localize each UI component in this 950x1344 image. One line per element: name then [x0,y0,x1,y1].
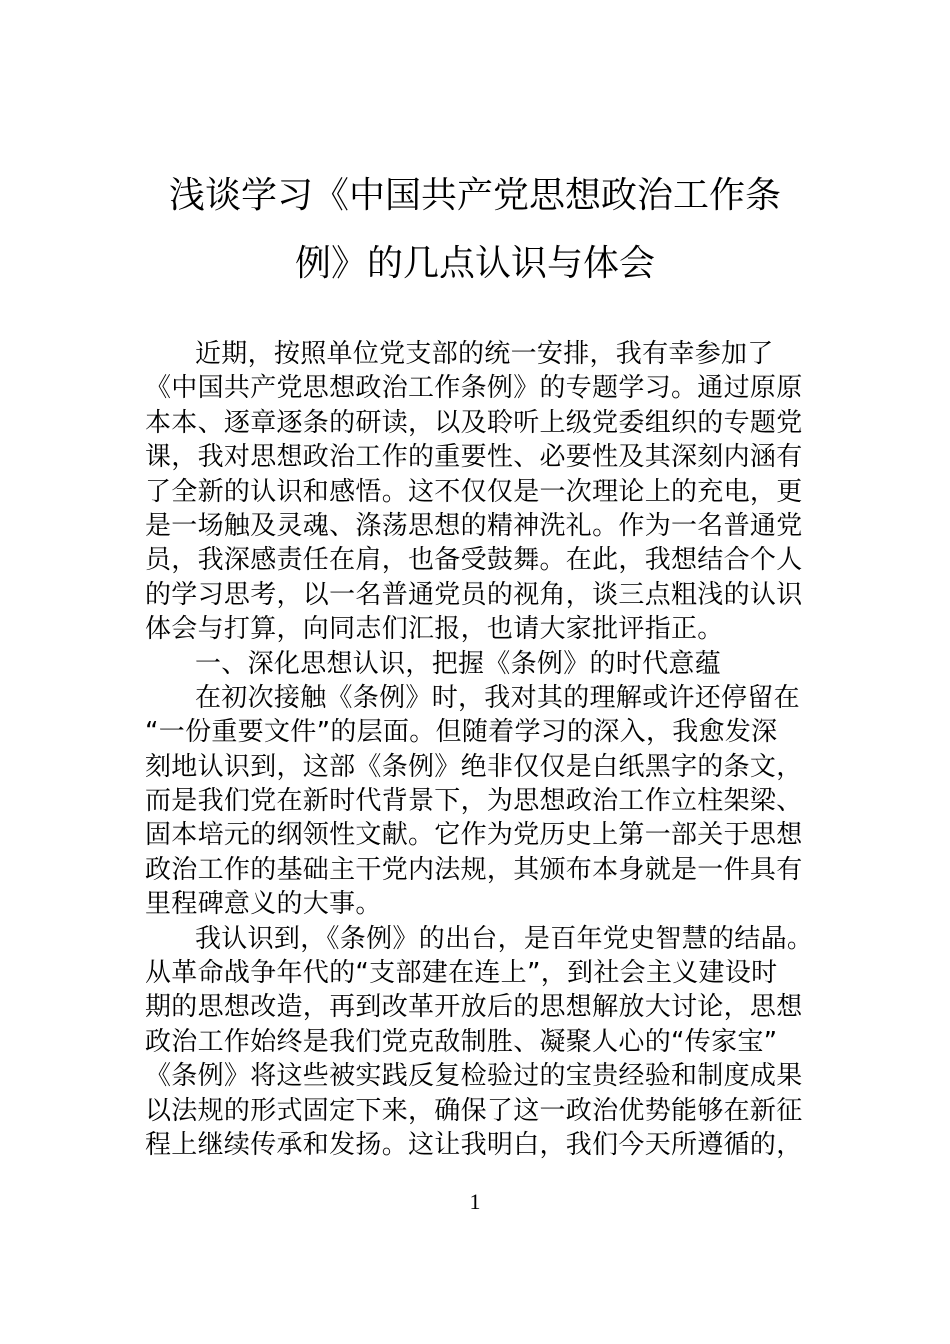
paragraph-line: 政治工作的基础主干党内法规，其颁布本身就是一件具有 [145,854,803,885]
page-number: 1 [469,1189,481,1214]
paragraph-line: 了全新的认识和感悟。这不仅仅是一次理论上的充电，更 [145,476,803,507]
paragraph-first-line: 一、深化思想认识，把握《条例》的时代意蕴 [195,648,722,679]
document-body [145,337,825,1162]
paragraph-line: 员，我深感责任在肩，也备受鼓舞。在此，我想结合个人 [145,545,803,576]
paragraph-first-line: 在初次接触《条例》时，我对其的理解或许还停留在 [195,682,800,713]
paragraph-line: 体会与打算，向同志们汇报，也请大家批评指正。 [145,614,724,645]
paragraph-line: 里程碑意义的大事。 [145,889,382,920]
paragraph-line: 的学习思考，以一名普通党员的视角，谈三点粗浅的认识 [145,579,803,610]
paragraph-line: 而是我们党在新时代背景下，为思想政治工作立柱架梁、 [145,786,803,817]
paragraph-line: 程上继续传承和发扬。这让我明白，我们今天所遵循的， [145,1129,803,1160]
paragraph-line: 从革命战争年代的“支部建在连上”，到社会主义建设时 [145,958,778,989]
paragraph-first-line: 近期，按照单位党支部的统一安排，我有幸参加了 [195,339,774,369]
paragraph-line: 政治工作始终是我们党克敌制胜、凝聚人心的“传家宝” [145,1026,778,1057]
paragraph-line: 以法规的形式固定下来，确保了这一政治优势能够在新征 [145,1095,803,1126]
document-title-line-1: 浅谈学习《中国共产党思想政治工作条 [168,175,781,216]
paragraph-line: 刻地认识到，这部《条例》绝非仅仅是白纸黑字的条文， [145,751,803,782]
paragraph-line: 期的思想改造，再到改革开放后的思想解放大讨论，思想 [145,992,803,1023]
paragraph-line: 《条例》将这些被实践反复检验过的宝贵经验和制度成果 [145,1061,803,1092]
paragraph-line: 是一场触及灵魂、涤荡思想的精神洗礼。作为一名普通党 [145,510,803,541]
paragraph-line: 课，我对思想政治工作的重要性、必要性及其深刻内涵有 [145,442,803,473]
document-title-line-2: 例》的几点认识与体会 [294,243,655,284]
paragraph-line: 固本培元的纲领性文献。它作为党历史上第一部关于思想 [145,820,803,851]
paragraph-line: “一份重要文件”的层面。但随着学习的深入，我愈发深 [145,717,778,748]
paragraph-line: 《中国共产党思想政治工作条例》的专题学习。通过原原 [145,373,803,404]
paragraph-first-line: 我认识到，《条例》的出台，是百年党史智慧的结晶。 [195,923,814,954]
paragraph-line: 本本、逐章逐条的研读，以及聆听上级党委组织的专题党 [145,407,803,438]
